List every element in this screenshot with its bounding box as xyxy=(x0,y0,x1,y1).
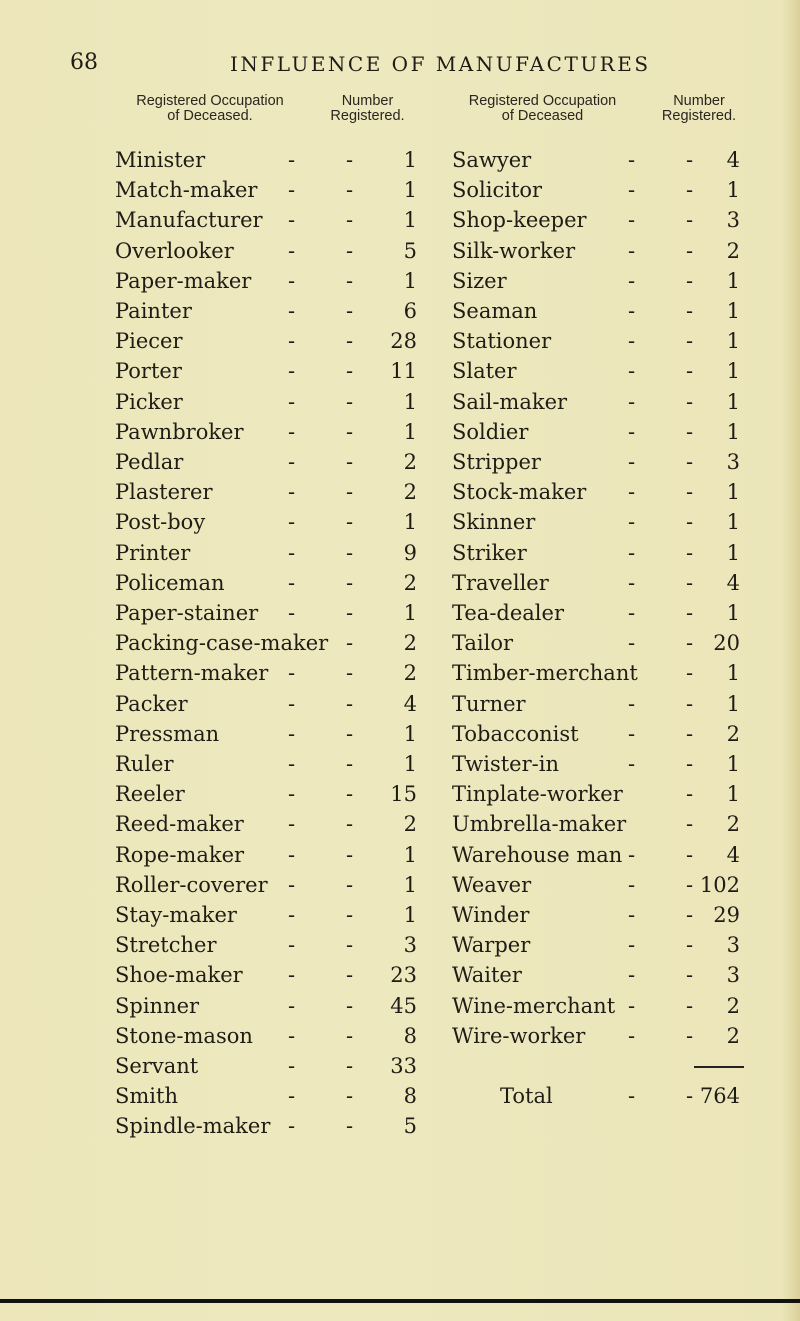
leader-dash: - xyxy=(686,752,694,776)
table-row xyxy=(0,870,800,900)
leader-dash: - xyxy=(628,178,636,203)
table-row xyxy=(0,1081,800,1111)
number-right: 3 xyxy=(726,963,740,988)
leader-dash: - xyxy=(346,782,354,807)
number-right: 4 xyxy=(726,148,740,172)
number-right: 2 xyxy=(726,812,740,837)
occupation-right: Soldier xyxy=(452,419,529,444)
occupation-right: Sizer xyxy=(452,268,507,293)
leader-dash: - xyxy=(288,872,296,897)
leader-dash: - xyxy=(288,450,296,474)
number-right: 102 xyxy=(699,872,740,897)
leader-dash: - xyxy=(346,812,354,837)
occupation-right: Striker xyxy=(452,540,527,565)
number-left: 45 xyxy=(390,993,417,1018)
number-left: 33 xyxy=(390,1054,417,1078)
number-right: 3 xyxy=(726,208,740,233)
number-right: 1 xyxy=(726,419,740,444)
leader-dash: - xyxy=(628,1023,636,1048)
leader-dash: - xyxy=(346,721,354,746)
leader-dash: - xyxy=(288,359,296,384)
leader-dash: - xyxy=(686,419,694,444)
leader-dash: - xyxy=(346,661,354,686)
leader-dash: - xyxy=(686,389,694,414)
leader-dash: - xyxy=(686,691,694,716)
leader-dash: - xyxy=(346,1084,354,1109)
occupation-right: Skinner xyxy=(452,510,536,535)
running-title: INFLUENCE OF MANUFACTURES xyxy=(230,52,651,76)
page-edge xyxy=(782,0,800,1321)
occupation-left: Stone-mason xyxy=(115,1023,253,1048)
leader-dash: - xyxy=(288,1054,296,1078)
occupation-right: Solicitor xyxy=(452,178,543,203)
leader-dash: - xyxy=(346,933,354,958)
table-row xyxy=(0,930,800,960)
number-right: 20 xyxy=(713,631,740,656)
occupation-right: Turner xyxy=(452,691,526,716)
occupation-right: Tinplate-worker xyxy=(452,782,623,807)
table-row xyxy=(0,809,800,839)
number-right: 1 xyxy=(726,178,740,203)
occupation-right: Tobacconist xyxy=(452,721,579,746)
occupation-left: Piecer xyxy=(115,329,183,354)
occupation-right: Shop-keeper xyxy=(452,208,587,233)
number-right: 1 xyxy=(726,389,740,414)
occupation-right: Twister-in xyxy=(452,752,559,776)
leader-dash: - xyxy=(628,329,636,354)
occupation-right: Slater xyxy=(452,359,517,384)
number-right: 2 xyxy=(726,1023,740,1048)
occupation-left: Pawnbroker xyxy=(115,419,244,444)
leader-dash: - xyxy=(686,480,694,505)
leader-dash: - xyxy=(628,268,636,293)
leader-dash: - xyxy=(686,1023,694,1048)
leader-dash: - xyxy=(346,1054,354,1078)
occupation-left: Pattern-maker xyxy=(115,661,269,686)
leader-dash: - xyxy=(346,691,354,716)
leader-dash: - xyxy=(346,842,354,867)
table-row xyxy=(0,477,800,507)
leader-dash: - xyxy=(628,752,636,776)
leader-dash: - xyxy=(288,510,296,535)
leader-dash: - xyxy=(288,601,296,625)
leader-dash: - xyxy=(346,329,354,354)
occupation-left: Spindle-maker xyxy=(115,1114,271,1139)
leader-dash: - xyxy=(628,570,636,595)
leader-dash: - xyxy=(686,238,694,263)
number-left: 23 xyxy=(390,963,417,988)
leader-dash: - xyxy=(288,570,296,595)
occupation-right: Winder xyxy=(452,903,530,927)
number-left: 1 xyxy=(403,510,417,535)
leader-dash: - xyxy=(628,963,636,988)
occupation-left: Match-maker xyxy=(115,178,258,203)
table-row xyxy=(0,628,800,658)
occupation-left: Packer xyxy=(115,691,188,716)
leader-dash: - xyxy=(346,963,354,988)
table-row xyxy=(0,960,800,990)
number-left: 6 xyxy=(403,299,417,323)
table-row xyxy=(0,991,800,1021)
occupation-right: Wire-worker xyxy=(452,1023,586,1048)
number-right: 29 xyxy=(713,903,740,927)
leader-dash: - xyxy=(686,208,694,233)
table-row xyxy=(0,749,800,779)
leader-dash: - xyxy=(628,872,636,897)
occupation-right: Weaver xyxy=(452,872,532,897)
occupation-right: Traveller xyxy=(452,570,549,595)
number-left: 1 xyxy=(403,268,417,293)
occupation-left: Paper-stainer xyxy=(115,601,259,625)
table-row xyxy=(0,689,800,719)
leader-dash: - xyxy=(288,842,296,867)
occupation-right: Sawyer xyxy=(452,148,532,172)
leader-dash: - xyxy=(628,510,636,535)
occupation-left: Servant xyxy=(115,1054,199,1078)
leader-dash: - xyxy=(346,480,354,505)
number-left: 1 xyxy=(403,842,417,867)
leader-dash: - xyxy=(686,268,694,293)
occupation-left: Ruler xyxy=(115,752,174,776)
leader-dash: - xyxy=(288,268,296,293)
leader-dash: - xyxy=(686,178,694,203)
table-row xyxy=(0,266,800,296)
number-right: 1 xyxy=(726,691,740,716)
number-left: 5 xyxy=(403,238,417,263)
leader-dash: - xyxy=(288,993,296,1018)
number-right: 1 xyxy=(726,359,740,384)
leader-dash: - xyxy=(288,178,296,203)
occupation-left: Painter xyxy=(115,299,192,323)
number-left: 3 xyxy=(403,933,417,958)
leader-dash: - xyxy=(346,872,354,897)
number-left: 1 xyxy=(403,601,417,625)
number-left: 4 xyxy=(403,691,417,716)
number-left: 2 xyxy=(403,570,417,595)
occupation-left: Roller-coverer xyxy=(115,872,268,897)
leader-dash: - xyxy=(346,601,354,625)
number-right: 1 xyxy=(726,782,740,807)
occupation-left: Manufacturer xyxy=(115,208,263,233)
leader-dash: - xyxy=(686,570,694,595)
leader-dash: - xyxy=(288,480,296,505)
leader-dash: - xyxy=(288,782,296,807)
number-left: 1 xyxy=(403,752,417,776)
leader-dash: - xyxy=(288,419,296,444)
occupation-left: Overlooker xyxy=(115,238,234,263)
table-row xyxy=(0,145,800,175)
occupation-right: Stock-maker xyxy=(452,480,587,505)
table-row xyxy=(0,326,800,356)
leader-dash: - xyxy=(288,1084,296,1109)
leader-dash: - xyxy=(628,842,636,867)
leader-dash: - xyxy=(686,872,694,897)
occupation-right: Warper xyxy=(452,933,531,958)
occupation-left: Picker xyxy=(115,389,183,414)
leader-dash: - xyxy=(686,782,694,807)
leader-dash: - xyxy=(288,329,296,354)
number-left: 9 xyxy=(403,540,417,565)
table-row xyxy=(0,1051,800,1081)
leader-dash: - xyxy=(346,993,354,1018)
number-left: 2 xyxy=(403,480,417,505)
occupation-right: Total xyxy=(500,1084,553,1109)
occupation-left: Pressman xyxy=(115,721,220,746)
number-right: 4 xyxy=(726,570,740,595)
leader-dash: - xyxy=(288,208,296,233)
column-header-number-left: Number Registered. xyxy=(330,93,405,124)
leader-dash: - xyxy=(628,299,636,323)
occupation-left: Stay-maker xyxy=(115,903,237,927)
leader-dash: - xyxy=(686,721,694,746)
occupation-right: Silk-worker xyxy=(452,238,576,263)
leader-dash: - xyxy=(288,540,296,565)
number-right: 1 xyxy=(726,299,740,323)
leader-dash: - xyxy=(628,359,636,384)
leader-dash: - xyxy=(628,691,636,716)
leader-dash: - xyxy=(628,238,636,263)
leader-dash: - xyxy=(686,601,694,625)
leader-dash: - xyxy=(288,661,296,686)
leader-dash: - xyxy=(628,450,636,474)
table-row xyxy=(0,598,800,628)
leader-dash: - xyxy=(288,299,296,323)
occupation-right: Tailor xyxy=(452,631,514,656)
leader-dash: - xyxy=(628,631,636,656)
leader-dash: - xyxy=(288,933,296,958)
occupation-right: Sail-maker xyxy=(452,389,568,414)
table-row xyxy=(0,658,800,688)
occupation-right: Timber-merchant xyxy=(452,661,638,686)
number-left: 1 xyxy=(403,903,417,927)
table-row xyxy=(0,1111,800,1141)
number-left: 2 xyxy=(403,450,417,474)
leader-dash: - xyxy=(686,631,694,656)
occupation-left: Shoe-maker xyxy=(115,963,243,988)
occupation-left: Reed-maker xyxy=(115,812,244,837)
number-right: 1 xyxy=(726,752,740,776)
leader-dash: - xyxy=(686,661,694,686)
leader-dash: - xyxy=(628,933,636,958)
occupation-right: Tea-dealer xyxy=(452,601,564,625)
leader-dash: - xyxy=(346,570,354,595)
leader-dash: - xyxy=(346,510,354,535)
table-row xyxy=(0,236,800,266)
table-row xyxy=(0,175,800,205)
number-left: 1 xyxy=(403,208,417,233)
number-left: 1 xyxy=(403,872,417,897)
table-row xyxy=(0,719,800,749)
table-row xyxy=(0,568,800,598)
occupation-left: Smith xyxy=(115,1084,178,1109)
occupation-right: Waiter xyxy=(452,963,522,988)
table-row xyxy=(0,417,800,447)
leader-dash: - xyxy=(686,812,694,837)
leader-dash: - xyxy=(346,752,354,776)
leader-dash: - xyxy=(628,540,636,565)
leader-dash: - xyxy=(346,299,354,323)
number-left: 28 xyxy=(390,329,417,354)
number-right: 3 xyxy=(726,933,740,958)
number-right: 1 xyxy=(726,268,740,293)
table-row xyxy=(0,538,800,568)
table-row xyxy=(0,296,800,326)
leader-dash: - xyxy=(686,299,694,323)
table-row xyxy=(0,1021,800,1051)
leader-dash: - xyxy=(686,540,694,565)
occupation-right: Seaman xyxy=(452,299,538,323)
table-row xyxy=(0,387,800,417)
leader-dash: - xyxy=(686,963,694,988)
leader-dash: - xyxy=(288,963,296,988)
number-right: 1 xyxy=(726,510,740,535)
leader-dash: - xyxy=(628,721,636,746)
leader-dash: - xyxy=(346,359,354,384)
page-header xyxy=(0,50,800,84)
leader-dash: - xyxy=(686,933,694,958)
number-left: 5 xyxy=(403,1114,417,1139)
leader-dash: - xyxy=(628,148,636,172)
leader-dash: - xyxy=(288,691,296,716)
leader-dash: - xyxy=(346,903,354,927)
table-row xyxy=(0,356,800,386)
leader-dash: - xyxy=(346,178,354,203)
leader-dash: - xyxy=(628,601,636,625)
number-right: 1 xyxy=(726,329,740,354)
occupation-right: Umbrella-maker xyxy=(452,812,627,837)
occupation-left: Plasterer xyxy=(115,480,213,505)
column-header-occupation-right: Registered Occupation of Deceased xyxy=(468,93,617,124)
table-row xyxy=(0,205,800,235)
number-right: 764 xyxy=(699,1084,740,1109)
leader-dash: - xyxy=(686,450,694,474)
number-right: 2 xyxy=(726,238,740,263)
number-right: 1 xyxy=(726,480,740,505)
column-header-number-right: Number Registered. xyxy=(661,93,737,124)
number-right: 2 xyxy=(726,721,740,746)
leader-dash: - xyxy=(346,1023,354,1048)
occupation-right: Stationer xyxy=(452,329,552,354)
occupation-right: Wine-merchant xyxy=(452,993,616,1018)
leader-dash: - xyxy=(346,268,354,293)
leader-dash: - xyxy=(288,1114,296,1139)
number-left: 1 xyxy=(403,148,417,172)
occupation-right: Stripper xyxy=(452,450,541,474)
leader-dash: - xyxy=(346,419,354,444)
number-left: 15 xyxy=(390,782,417,807)
leader-dash: - xyxy=(346,450,354,474)
occupation-left: Rope-maker xyxy=(115,842,245,867)
leader-dash: - xyxy=(288,389,296,414)
leader-dash: - xyxy=(686,1084,694,1109)
page-number: 68 xyxy=(70,50,98,75)
occupation-left: Policeman xyxy=(115,570,225,595)
number-left: 8 xyxy=(403,1084,417,1109)
leader-dash: - xyxy=(628,389,636,414)
leader-dash: - xyxy=(686,842,694,867)
number-left: 2 xyxy=(403,631,417,656)
number-left: 1 xyxy=(403,419,417,444)
number-right: 1 xyxy=(726,540,740,565)
number-left: 1 xyxy=(403,721,417,746)
number-left: 1 xyxy=(403,389,417,414)
occupation-left: Printer xyxy=(115,540,191,565)
leader-dash: - xyxy=(686,329,694,354)
leader-dash: - xyxy=(628,208,636,233)
number-right: 3 xyxy=(726,450,740,474)
leader-dash: - xyxy=(288,903,296,927)
leader-dash: - xyxy=(346,238,354,263)
number-right: 4 xyxy=(726,842,740,867)
occupation-right: Warehouse man xyxy=(452,842,623,867)
leader-dash: - xyxy=(346,1114,354,1139)
leader-dash: - xyxy=(628,993,636,1018)
occupation-left: Pedlar xyxy=(115,450,184,474)
leader-dash: - xyxy=(288,148,296,172)
leader-dash: - xyxy=(628,480,636,505)
number-right: 1 xyxy=(726,601,740,625)
occupation-left: Spinner xyxy=(115,993,200,1018)
occupation-left: Post-boy xyxy=(115,510,206,535)
leader-dash: - xyxy=(628,903,636,927)
number-left: 2 xyxy=(403,812,417,837)
leader-dash: - xyxy=(346,208,354,233)
table-row xyxy=(0,507,800,537)
total-rule xyxy=(694,1066,744,1068)
leader-dash: - xyxy=(628,419,636,444)
leader-dash: - xyxy=(628,1084,636,1109)
number-right: 2 xyxy=(726,993,740,1018)
table-row xyxy=(0,900,800,930)
occupation-left: Stretcher xyxy=(115,933,217,958)
table-row xyxy=(0,447,800,477)
leader-dash: - xyxy=(288,721,296,746)
number-right: 1 xyxy=(726,661,740,686)
leader-dash: - xyxy=(288,1023,296,1048)
leader-dash: - xyxy=(346,148,354,172)
number-left: 8 xyxy=(403,1023,417,1048)
leader-dash: - xyxy=(686,510,694,535)
occupation-left: Porter xyxy=(115,359,182,384)
occupation-left: Reeler xyxy=(115,782,185,807)
leader-dash: - xyxy=(346,631,354,656)
number-left: 11 xyxy=(390,359,417,384)
leader-dash: - xyxy=(686,148,694,172)
occupation-left: Packing-case-maker xyxy=(115,631,329,656)
bottom-rule xyxy=(0,1299,800,1303)
leader-dash: - xyxy=(288,812,296,837)
leader-dash: - xyxy=(346,389,354,414)
number-left: 1 xyxy=(403,178,417,203)
leader-dash: - xyxy=(288,238,296,263)
leader-dash: - xyxy=(346,540,354,565)
leader-dash: - xyxy=(686,359,694,384)
occupation-left: Minister xyxy=(115,148,206,172)
number-left: 2 xyxy=(403,661,417,686)
leader-dash: - xyxy=(686,903,694,927)
column-header-occupation-left: Registered Occupation of Deceased. xyxy=(136,93,284,124)
leader-dash: - xyxy=(686,993,694,1018)
table-row xyxy=(0,840,800,870)
leader-dash: - xyxy=(288,752,296,776)
table-row xyxy=(0,779,800,809)
occupation-left: Paper-maker xyxy=(115,268,252,293)
